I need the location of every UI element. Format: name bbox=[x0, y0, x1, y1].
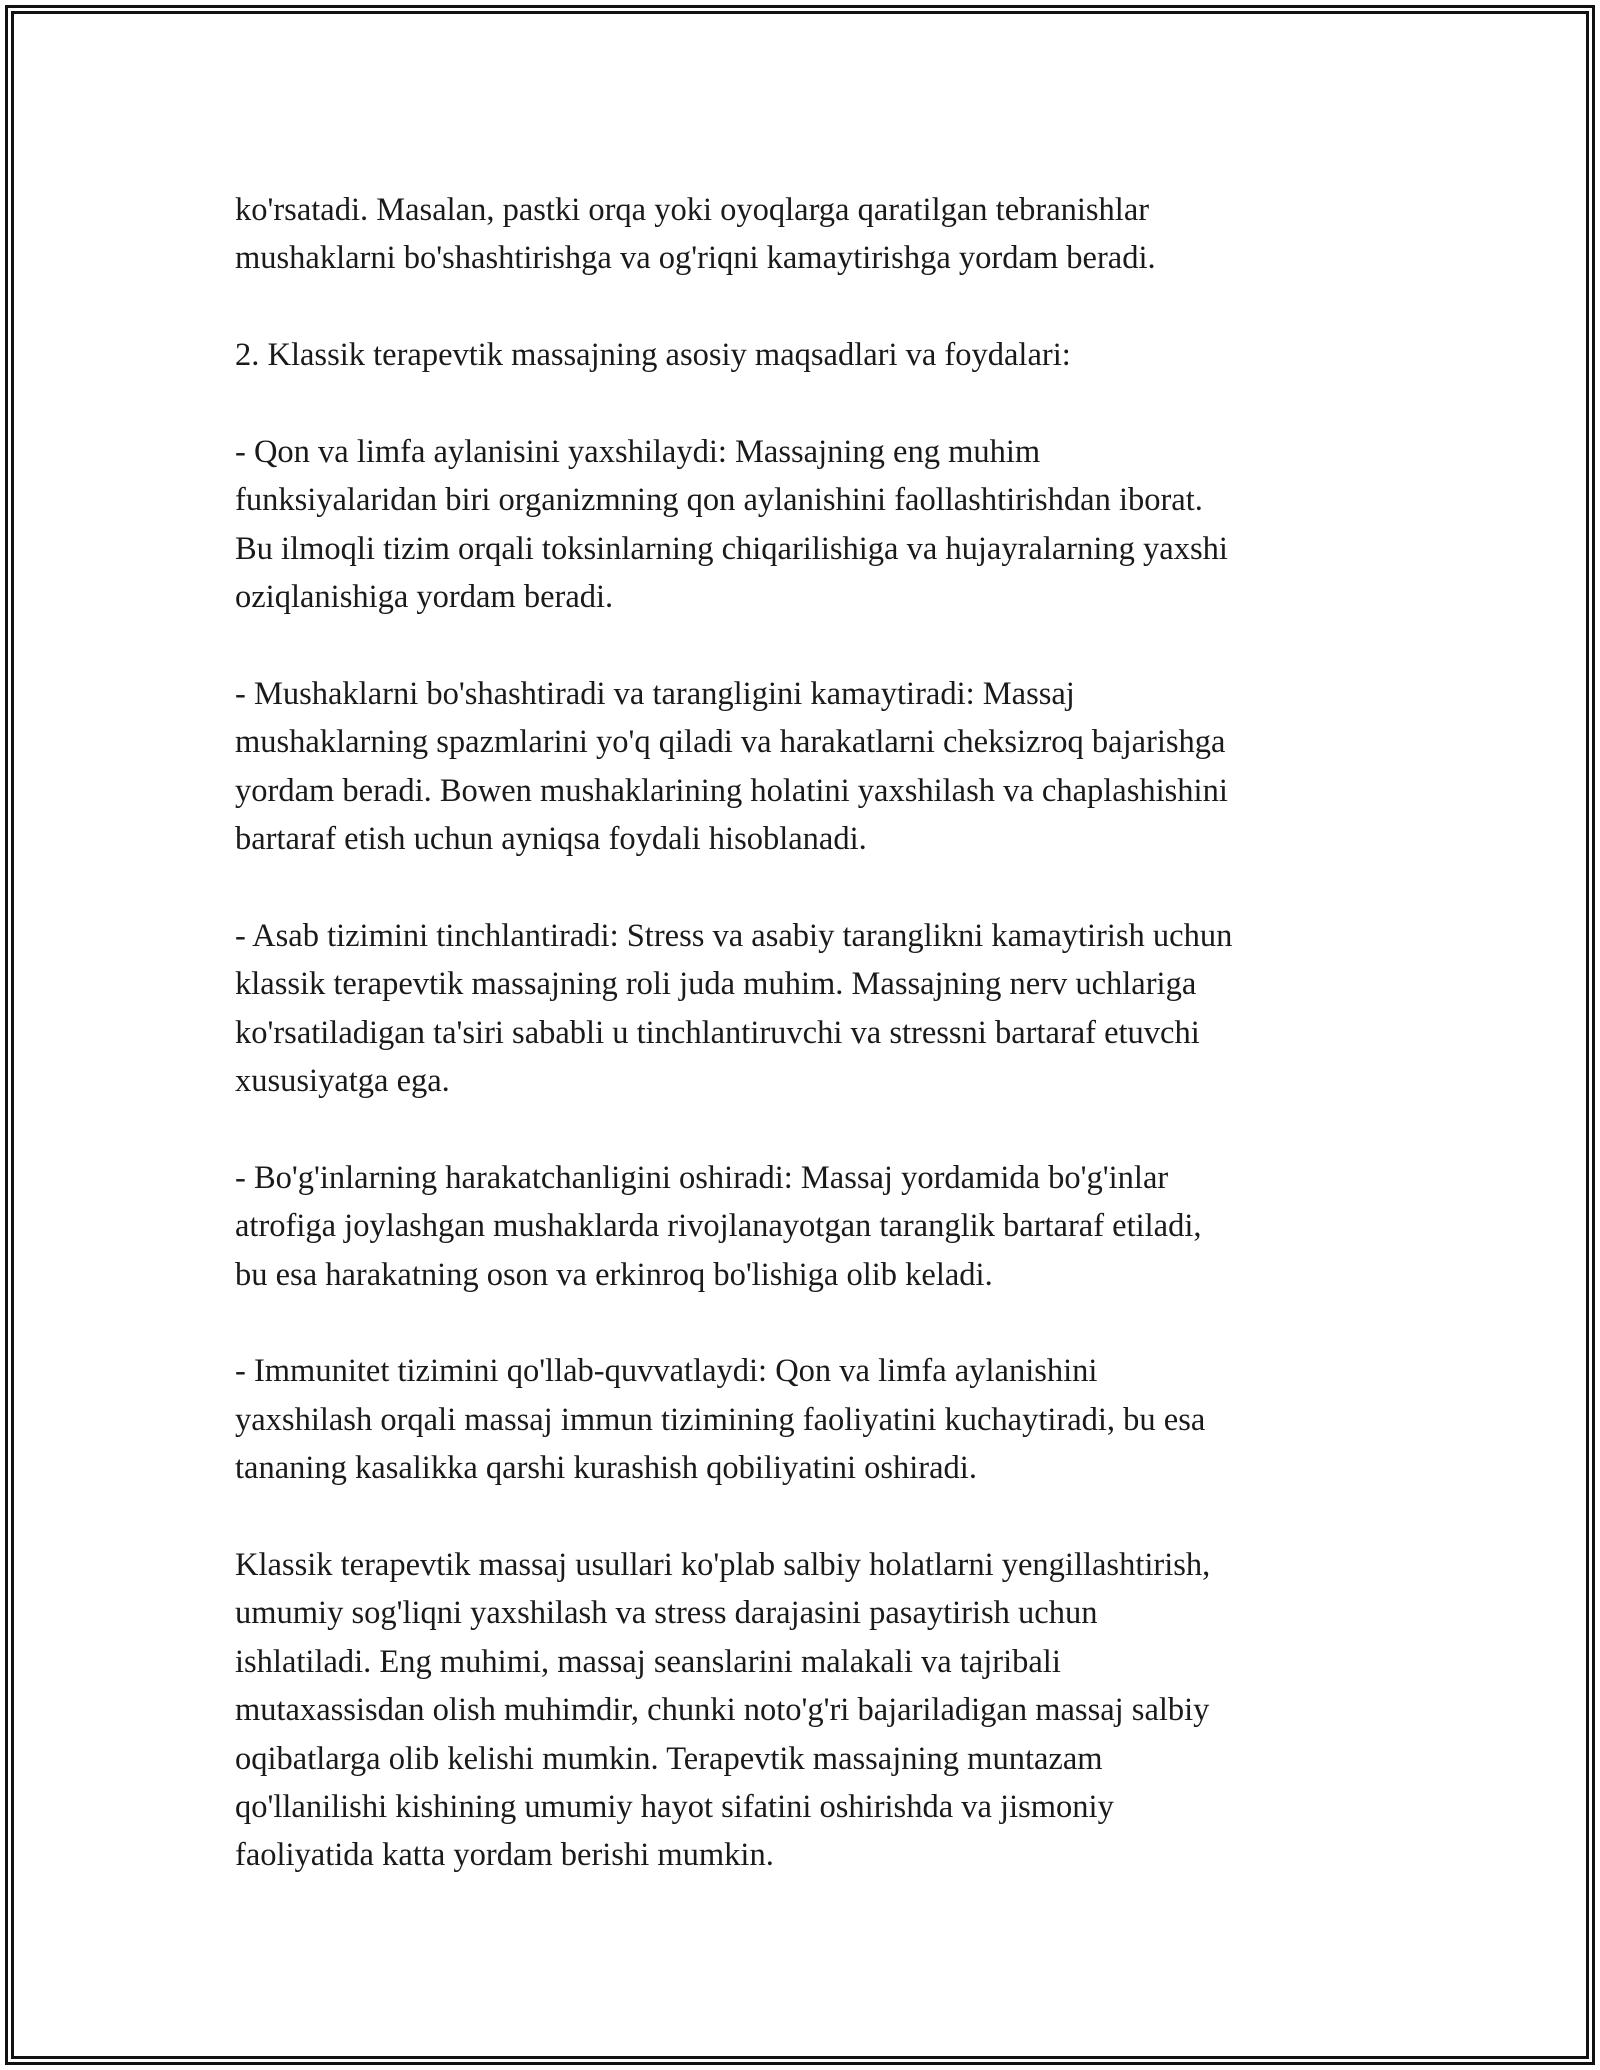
text-line: qo'llanilishi kishining umumiy hayot sifatini oshirishda va jismoniy bbox=[235, 1788, 1114, 1825]
paragraph-gap bbox=[235, 283, 1365, 331]
paragraph-gap bbox=[235, 1299, 1365, 1347]
text-line: tananing kasalikka qarshi kurashish qobiliyatini oshiradi. bbox=[235, 1450, 977, 1487]
text-line: - Qon va limfa aylanisini yaxshilaydi: Massajning eng muhim bbox=[235, 433, 1041, 470]
paragraph-gap bbox=[235, 622, 1365, 670]
text-line: Bu ilmoqli tizim orqali toksinlarning chiqarilishiga va hujayralarning yaxshi bbox=[235, 530, 1228, 567]
text-line: 2. Klassik terapevtik massajning asosiy maqsadlari va foydalari: bbox=[235, 337, 1071, 374]
text-line: funksiyalaridan biri organizmning qon aylanishini faollashtirishdan iborat. bbox=[235, 482, 1203, 519]
text-line: bartaraf etish uchun ayniqsa foydali hisoblanadi. bbox=[235, 821, 867, 858]
text-line: yaxshilash orqali massaj immun tizimining faoliyatini kuchaytiradi, bu esa bbox=[235, 1401, 1206, 1438]
document-body bbox=[235, 186, 1365, 1880]
paragraph-intro-continuation bbox=[235, 186, 1365, 283]
paragraph-benefit-nervous-system bbox=[235, 912, 1365, 1106]
text-line: oqibatlarga olib kelishi mumkin. Terapevtik massajning muntazam bbox=[235, 1740, 1103, 1777]
text-line: ishlatiladi. Eng muhimi, massaj seanslarini malakali va tajribali bbox=[235, 1643, 1061, 1680]
section-heading bbox=[235, 331, 1365, 379]
text-line: oziqlanishiga yordam beradi. bbox=[235, 579, 614, 616]
text-line: klassik terapevtik massajning roli juda muhim. Massajning nerv uchlariga bbox=[235, 966, 1197, 1003]
text-line: ko'rsatadi. Masalan, pastki orqa yoki oyoqlarga qaratilgan tebranishlar bbox=[235, 192, 1150, 228]
text-line: mushaklarni bo'shashtirishga va og'riqni kamaytirishga yordam beradi. bbox=[235, 240, 1156, 277]
text-line: umumiy sog'liqni yaxshilash va stress darajasini pasaytirish uchun bbox=[235, 1595, 1098, 1632]
text-line: - Asab tizimini tinchlantiradi: Stress va asabiy taranglikni kamaytirish uchun bbox=[235, 917, 1233, 954]
text-line: xususiyatga ega. bbox=[235, 1063, 450, 1100]
paragraph-gap bbox=[235, 1105, 1365, 1153]
paragraph-gap bbox=[235, 380, 1365, 428]
paragraph-benefit-immunity bbox=[235, 1347, 1365, 1492]
paragraph-benefit-muscles bbox=[235, 670, 1365, 864]
paragraph-benefit-circulation bbox=[235, 428, 1365, 622]
text-line: - Mushaklarni bo'shashtiradi va tarangligini kamaytiradi: Massaj bbox=[235, 675, 1075, 712]
paragraph-conclusion bbox=[235, 1541, 1365, 1880]
text-line: bu esa harakatning oson va erkinroq bo'lishiga olib keladi. bbox=[235, 1256, 993, 1293]
text-line: yordam beradi. Bowen mushaklarining holatini yaxshilash va chaplashishini bbox=[235, 772, 1228, 809]
text-line: ko'rsatiladigan ta'siri sababli u tinchlantiruvchi va stressni bartaraf etuvchi bbox=[235, 1014, 1200, 1051]
text-line: - Bo'g'inlarning harakatchanligini oshiradi: Massaj yordamida bo'g'inlar bbox=[235, 1159, 1169, 1196]
paragraph-benefit-joints bbox=[235, 1154, 1365, 1299]
text-line: - Immunitet tizimini qo'llab-quvvatlaydi: Qon va limfa aylanishini bbox=[235, 1353, 1098, 1390]
text-line: mushaklarning spazmlarini yo'q qiladi va harakatlarni cheksizroq bajarishga bbox=[235, 724, 1226, 761]
text-line: atrofiga joylashgan mushaklarda rivojlanayotgan taranglik bartaraf etiladi, bbox=[235, 1208, 1202, 1245]
paragraph-gap bbox=[235, 1493, 1365, 1541]
text-line: Klassik terapevtik massaj usullari ko'plab salbiy holatlarni yengillashtirish, bbox=[235, 1546, 1211, 1583]
text-line: mutaxassisdan olish muhimdir, chunki noto'g'ri bajariladigan massaj salbiy bbox=[235, 1692, 1210, 1729]
text-line: faoliyatida katta yordam berishi mumkin. bbox=[235, 1837, 774, 1874]
paragraph-gap bbox=[235, 863, 1365, 911]
